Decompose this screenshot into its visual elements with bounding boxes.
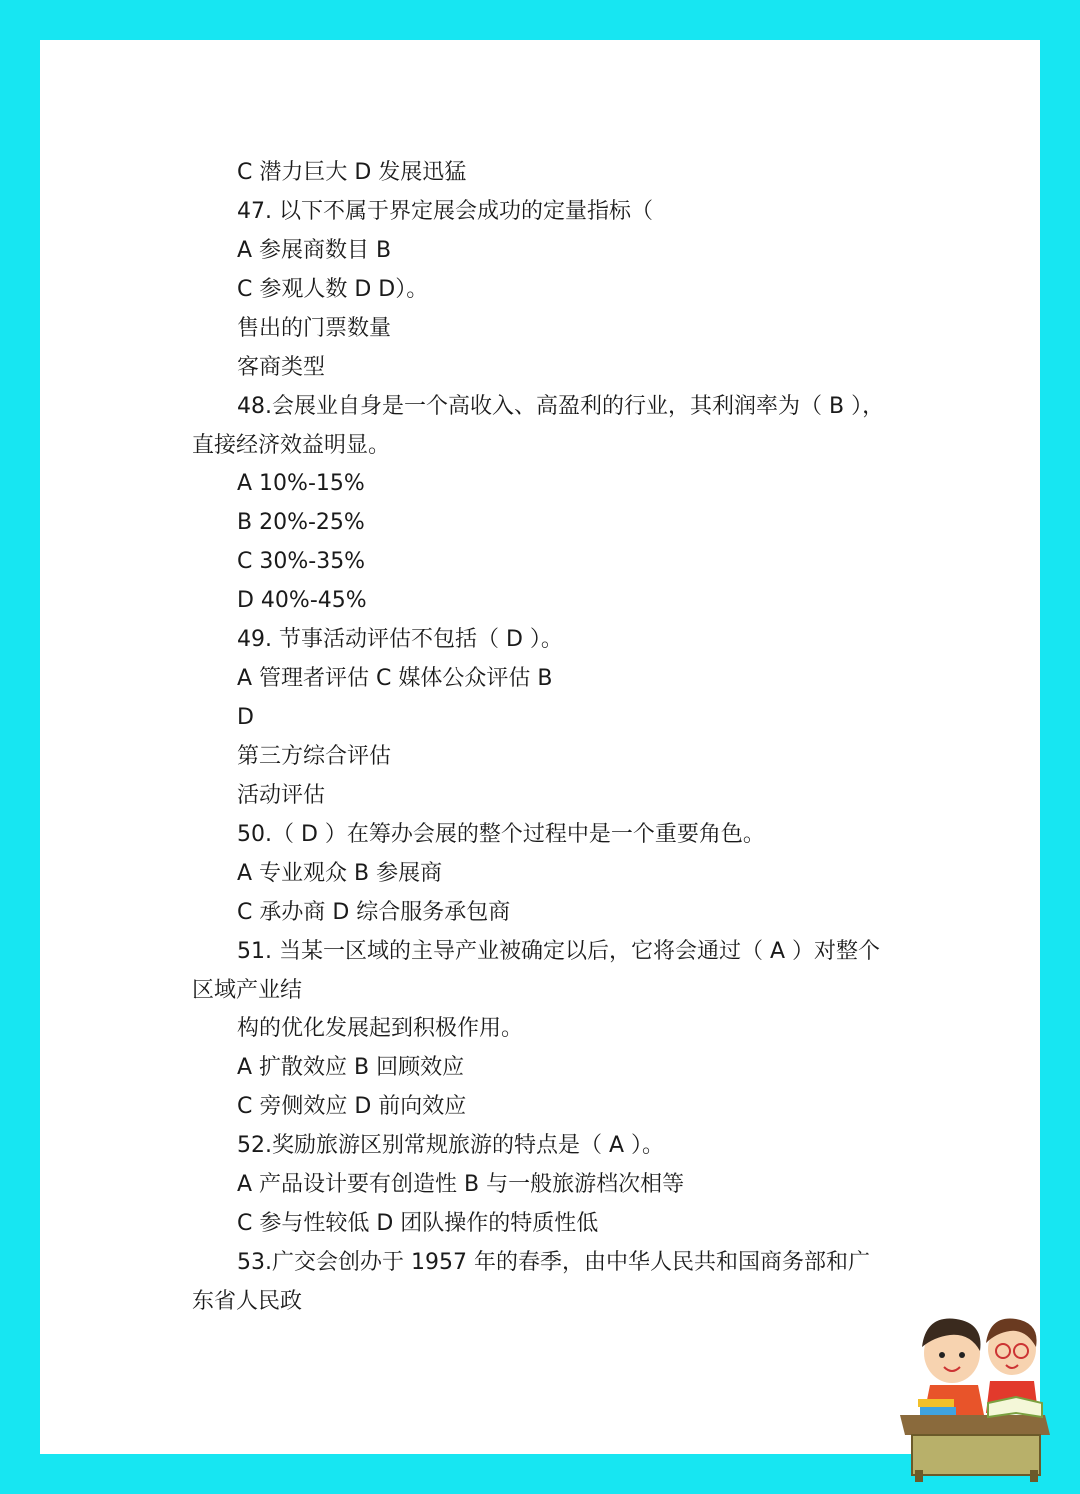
option-line: A 10%-15% bbox=[237, 471, 365, 496]
text-line: 售出的门票数量 bbox=[237, 316, 392, 341]
book-stack bbox=[920, 1407, 956, 1415]
question-47: 47. 以下不属于界定展会成功的定量指标（ bbox=[237, 199, 653, 224]
question-48: 48.会展业自身是一个高收入、高盈利的行业，其利润率为（ B ）， bbox=[237, 394, 885, 419]
option-line: B 20%-25% bbox=[237, 510, 365, 535]
question-53: 53.广交会创办于 1957 年的春季，由中华人民共和国商务部和广 bbox=[237, 1250, 870, 1275]
option-line: A 专业观众 B 参展商 bbox=[237, 861, 443, 886]
text-line: C 参观人数 D D）。 bbox=[237, 277, 429, 302]
text-line: 第三方综合评估 bbox=[237, 744, 392, 769]
text-line: 构的优化发展起到积极作用。 bbox=[237, 1016, 524, 1041]
option-line: C 30%-35% bbox=[237, 549, 366, 574]
question-52: 52.奖励旅游区别常规旅游的特点是（ A ）。 bbox=[237, 1133, 665, 1158]
option-line: D 40%-45% bbox=[237, 588, 367, 613]
option-line: C 旁侧效应 D 前向效应 bbox=[237, 1094, 467, 1119]
desk-leg bbox=[1030, 1470, 1038, 1482]
text-line: 区域产业结 bbox=[192, 978, 303, 1003]
option-line: A 扩散效应 B 回顾效应 bbox=[237, 1055, 465, 1080]
option-line: A 产品设计要有创造性 B 与一般旅游档次相等 bbox=[237, 1172, 685, 1197]
question-49: 49. 节事活动评估不包括（ D ）。 bbox=[237, 627, 563, 652]
text-line: 活动评估 bbox=[237, 783, 326, 808]
question-50: 50.（ D ）在筹办会展的整个过程中是一个重要角色。 bbox=[237, 822, 765, 847]
desk-top bbox=[900, 1415, 1050, 1435]
boy-eye bbox=[939, 1352, 945, 1358]
text-line: A 参展商数目 B bbox=[237, 238, 392, 263]
boy-eye bbox=[959, 1352, 965, 1358]
document-page bbox=[40, 40, 1040, 1454]
desk-front bbox=[912, 1435, 1040, 1475]
text-line: 直接经济效益明显。 bbox=[192, 433, 391, 458]
text-line: C 潜力巨大 D 发展迅猛 bbox=[237, 160, 467, 185]
text-line: 东省人民政 bbox=[192, 1289, 303, 1314]
text-line: 客商类型 bbox=[237, 355, 326, 380]
kids-reading-illustration bbox=[860, 1285, 1050, 1485]
question-51: 51. 当某一区域的主导产业被确定以后，它将会通过（ A ）对整个 bbox=[237, 939, 881, 964]
option-line: A 管理者评估 C 媒体公众评估 B bbox=[237, 666, 553, 691]
option-line: C 承办商 D 综合服务承包商 bbox=[237, 900, 511, 925]
book-stack bbox=[918, 1399, 954, 1407]
desk-leg bbox=[915, 1470, 923, 1482]
option-line: D bbox=[237, 705, 254, 730]
option-line: C 参与性较低 D 团队操作的特质性低 bbox=[237, 1211, 599, 1236]
